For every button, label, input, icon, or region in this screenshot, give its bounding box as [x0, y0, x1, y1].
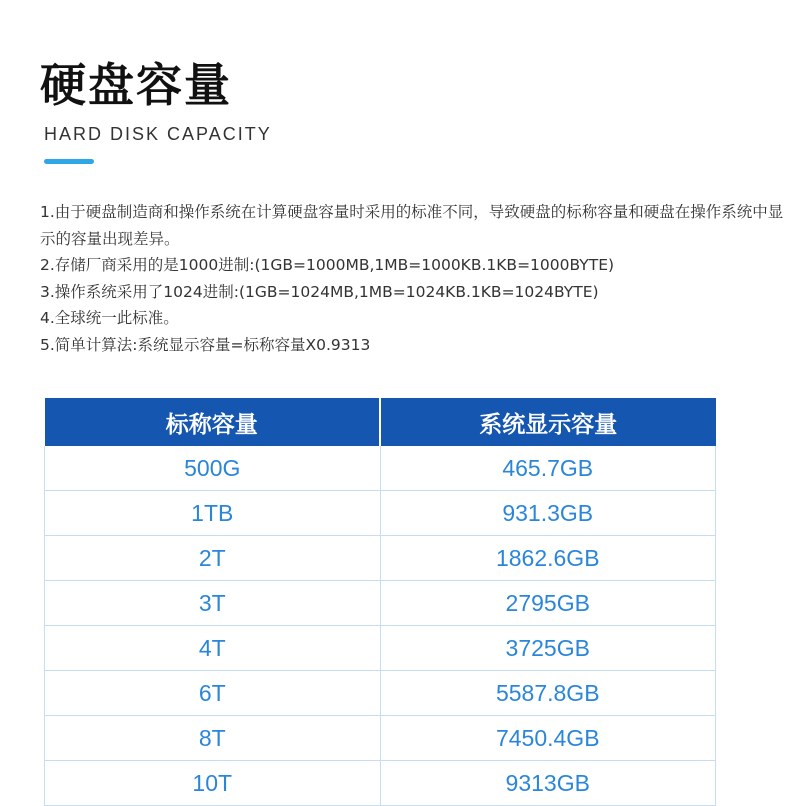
note-item: 3.操作系统采用了1024进制:(1GB=1024MB,1MB=1024KB.1KB=1024BYTE): [40, 282, 599, 301]
table-row: [45, 716, 716, 761]
table-row: [45, 446, 716, 491]
nominal-capacity-cell: 10T: [45, 761, 381, 806]
column-header-nominal: 标称容量: [45, 398, 381, 446]
table-row: [45, 761, 716, 806]
nominal-capacity-cell: 500G: [45, 446, 381, 491]
nominal-capacity-cell: 3T: [45, 581, 381, 626]
page-title: 硬盘容量: [40, 58, 232, 112]
table-row: [45, 536, 716, 581]
displayed-capacity-cell: 7450.4GB: [380, 716, 716, 761]
table-header-row: [45, 398, 716, 446]
nominal-capacity-cell: 6T: [45, 671, 381, 716]
table-row: [45, 491, 716, 536]
displayed-capacity-cell: 5587.8GB: [380, 671, 716, 716]
notes-list: [40, 199, 785, 358]
page-subtitle: HARD DISK CAPACITY: [44, 124, 272, 144]
displayed-capacity-cell: 931.3GB: [380, 491, 716, 536]
nominal-capacity-cell: 1TB: [45, 491, 381, 536]
accent-bar: [44, 159, 94, 164]
column-header-displayed: 系统显示容量: [380, 398, 716, 446]
note-item: 2.存储厂商采用的是1000进制:(1GB=1000MB,1MB=1000KB.1KB=1000BYTE): [40, 256, 615, 274]
table-row: [45, 581, 716, 626]
displayed-capacity-cell: 465.7GB: [380, 446, 716, 491]
nominal-capacity-cell: 4T: [45, 626, 381, 671]
displayed-capacity-cell: 3725GB: [380, 626, 716, 671]
note-item: 1.由于硬盘制造商和操作系统在计算硬盘容量时采用的标准不同，导致硬盘的标称容量和硬盘在操作系统中显示的容量出现差异。: [40, 203, 784, 248]
nominal-capacity-cell: 8T: [45, 716, 381, 761]
capacity-table: [44, 398, 716, 806]
note-item: 4.全球统一此标准。: [40, 309, 179, 327]
displayed-capacity-cell: 2795GB: [380, 581, 716, 626]
displayed-capacity-cell: 1862.6GB: [380, 536, 716, 581]
nominal-capacity-cell: 2T: [45, 536, 381, 581]
table-row: [45, 626, 716, 671]
table-row: [45, 671, 716, 716]
displayed-capacity-cell: 9313GB: [380, 761, 716, 806]
note-item: 5.简单计算法:系统显示容量=标称容量X0.9313: [40, 335, 371, 354]
